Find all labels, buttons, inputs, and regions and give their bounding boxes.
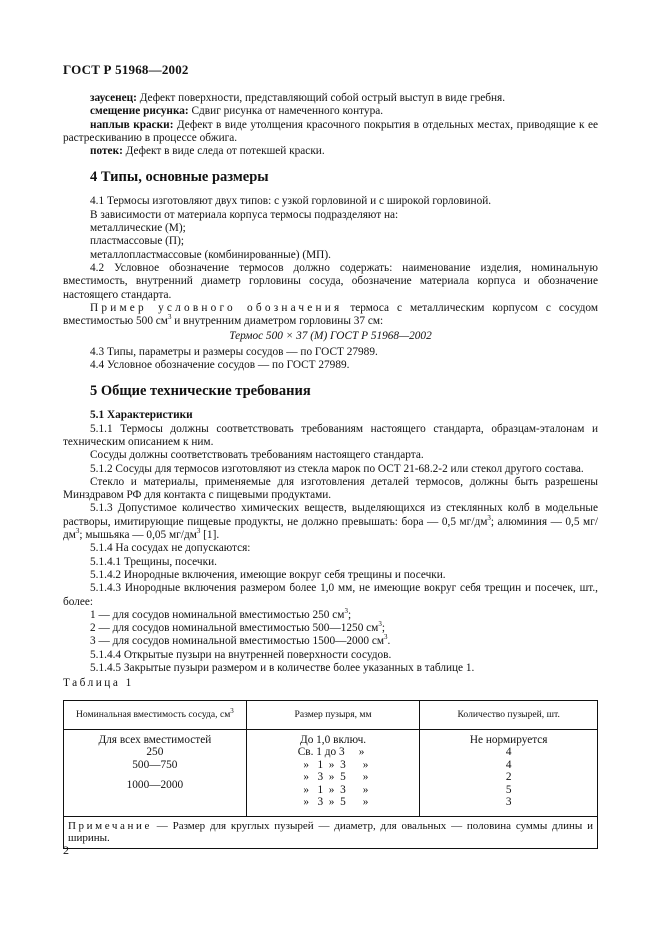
document-header: ГОСТ Р 51968—2002 xyxy=(63,62,189,77)
para-5-1-1: 5.1.1 Термосы должны соответствовать требованиям настоящего стандарта, образцам-эталонам и техническим описанием к ним. xyxy=(63,422,598,448)
capacity-column: Для всех вместимостей 250 500—750 1000—2000 xyxy=(64,730,247,817)
list-item-plastic: пластмассовые (П); xyxy=(90,235,184,248)
table-row xyxy=(64,730,598,817)
table-note: Примечание — Размер для круглых пузырей — диаметр, для овальных — половина суммы длины и ширины. xyxy=(64,816,598,849)
para-4-1b: В зависимости от материала корпуса термосы подразделяют на: xyxy=(90,208,399,221)
para-4-3: 4.3 Типы, параметры и размеры сосудов — по ГОСТ 27989. xyxy=(90,345,378,358)
para-4-2: 4.2 Условное обозначение термосов должно содержать: наименование изделия, номинальную вместимость, внутренний диаметр горловины сосуда, обозначение материала корпуса и обозначение настоящего стандарта. xyxy=(63,261,598,301)
definition-burr: заусенец: Дефект поверхности, представляющий собой острый выступ в виде гребня. xyxy=(90,92,506,104)
bubble-count-column: Не нормируется 4 4 2 5 3 xyxy=(420,730,598,817)
header-bubble-count: Количество пузырей, шт. xyxy=(420,701,598,730)
para-5-1-2b: Стекло и материалы, применяемые для изготовления деталей термосов, должны быть разрешены Минздравом РФ для контакта с пищевыми продуктами. xyxy=(63,475,598,502)
criterion-2: 2 — для сосудов номинальной вместимостью 500—1250 $см^3$; xyxy=(90,620,385,635)
bubble-size-column: До 1,0 включ. Св. 1 до 3 » » 1 » 3 » » 3 » 5 » » 1 » 3 » » 3 » 5 » xyxy=(246,730,420,817)
section-4-heading: 4 Типы, основные размеры xyxy=(90,169,269,186)
definition-drip: потек: Дефект в виде следа от потекшей краски. xyxy=(90,145,325,158)
header-bubble-size: Размер пузыря, мм xyxy=(246,701,420,730)
para-5-1-4-1: 5.1.4.1 Трещины, посечки. xyxy=(90,555,217,568)
list-item-combined: металлопластмассовые (комбинированные) (МП). xyxy=(90,248,331,261)
criterion-1: 1 — для сосудов номинальной вместимостью 250 $см^3$; xyxy=(90,607,352,621)
definition-paint-sag: наплыв краски: Дефект в виде утолщения красочного покрытия в отдельных местах, приводящие к ее растрескиванию в процессе обжига. xyxy=(63,118,598,144)
example-designation: Термос 500 × 37 (М) ГОСТ Р 51968—2002 xyxy=(229,330,432,343)
para-5-1-4: 5.1.4 На сосудах не допускаются: xyxy=(90,542,251,555)
para-5-1-4-2: 5.1.4.2 Инородные включения, имеющие вокруг себя трещины и посечки. xyxy=(90,568,446,581)
header-capacity: Номинальная вместимость сосуда, $см^3$ xyxy=(64,701,247,730)
table-note-row xyxy=(64,816,598,849)
para-5-1-1b: Сосуды должны соответствовать требованиям настоящего стандарта. xyxy=(90,449,424,462)
list-item-metal: металлические (М); xyxy=(90,222,186,235)
table-1 xyxy=(63,700,598,849)
para-5-1-4-4: 5.1.4.4 Открытые пузыри на внутренней поверхности сосудов. xyxy=(90,648,392,661)
page-content xyxy=(63,92,598,675)
table-header-row xyxy=(64,701,598,730)
para-5-1-3: 5.1.3 Допустимое количество химических веществ, выделяющихся из стеклянных колб в модельные растворы, имитирующие пищевые продукты, не должно превышать: бора — 0,5 $мг/дм^3$; алюминия — 0,5 $мг/дм^3$; мышьяка — 0,05 $мг/дм^3$ [1]. xyxy=(63,502,598,542)
page-number: 2 xyxy=(63,843,69,857)
criterion-3: 3 — для сосудов номинальной вместимостью 1500—2000 $см^3$. xyxy=(90,633,391,648)
example-paragraph: Пример условного обозначения термоса с металлическим корпусом с сосудом вместимостью 500 $см^3$ и внутренним диаметром горловины 37 см: xyxy=(63,301,598,328)
para-4-4: 4.4 Условное обозначение сосудов — по ГОСТ 27989. xyxy=(90,359,350,372)
para-5-1-4-5: 5.1.4.5 Закрытые пузыри размером и в количестве более указанных в таблице 1. xyxy=(90,661,475,674)
table-1-label: Таблица 1 xyxy=(63,677,134,689)
definition-pattern-shift: смещение рисунка: Сдвиг рисунка от намеченного контура. xyxy=(90,105,384,118)
subsection-5-1-heading: 5.1 Характеристики xyxy=(90,409,193,422)
para-4-1: 4.1 Термосы изготовляют двух типов: с узкой горловиной и с широкой горловиной. xyxy=(90,195,492,208)
para-5-1-4-3: 5.1.4.3 Инородные включения размером более 1,0 мм, не имеющие вокруг себя трещин и посечек, шт., более: xyxy=(63,582,598,608)
section-5-heading: 5 Общие технические требования xyxy=(90,383,311,400)
para-5-1-2: 5.1.2 Сосуды для термосов изготовляют из стекла марок по ОСТ 21-68.2-2 или стекол другого состава. xyxy=(90,462,584,475)
